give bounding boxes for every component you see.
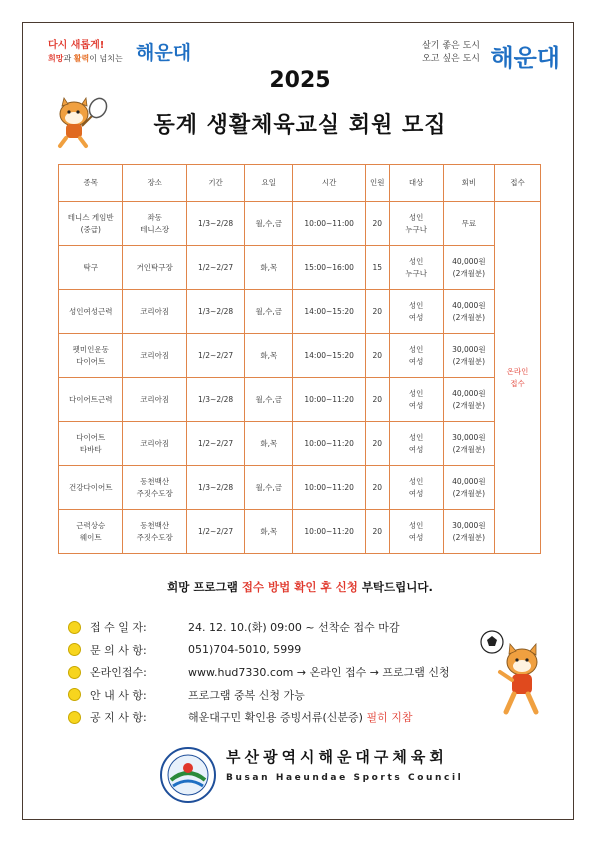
cell-event: 근력상승 웨이트 bbox=[59, 510, 123, 554]
table-row bbox=[59, 510, 541, 554]
haeundae-logo-left bbox=[48, 36, 192, 64]
smiley-bullet-icon bbox=[68, 621, 81, 634]
header-apply: 접수 bbox=[494, 165, 540, 202]
notice-line: 희망 프로그램 접수 방법 확인 후 신청 부탁드립니다. bbox=[167, 580, 433, 594]
cell-target: 성인 여성 bbox=[389, 290, 443, 334]
cell-days: 화,목 bbox=[245, 422, 293, 466]
cell-event: 펫미인운동 다이어트 bbox=[59, 334, 123, 378]
cell-period: 1/2~2/27 bbox=[186, 422, 244, 466]
cell-period: 1/3~2/28 bbox=[186, 202, 244, 246]
cell-place: 좌동 테니스장 bbox=[123, 202, 186, 246]
cell-days: 월,수,금 bbox=[245, 290, 293, 334]
cell-target: 성인 누구나 bbox=[389, 202, 443, 246]
table-row bbox=[59, 378, 541, 422]
info-row-date: 접 수 일 자: 24. 12. 10.(화) 09:00 ~ 선착순 접수 마감 bbox=[68, 616, 450, 639]
header-days: 요일 bbox=[245, 165, 293, 202]
cell-place: 코리아짐 bbox=[123, 290, 186, 334]
smiley-bullet-icon bbox=[68, 643, 81, 656]
cell-time: 15:00~16:00 bbox=[293, 246, 366, 290]
footer-org-korean: 부산광역시해운대구체육회 bbox=[226, 748, 448, 766]
info-row-online: 온라인접수: www.hud7330.com → 온라인 접수 → 프로그램 신청 bbox=[68, 661, 450, 684]
cell-time: 10:00~11:00 bbox=[293, 202, 366, 246]
cell-fee: 30,000원 (2개월분) bbox=[443, 422, 494, 466]
cell-capacity: 20 bbox=[365, 422, 389, 466]
cell-period: 1/2~2/27 bbox=[186, 510, 244, 554]
table-row bbox=[59, 334, 541, 378]
cell-place: 동천백산 주짓수도장 bbox=[123, 510, 186, 554]
cell-event: 성인여성근력 bbox=[59, 290, 123, 334]
cell-days: 화,목 bbox=[245, 510, 293, 554]
cell-fee: 40,000원 (2개월분) bbox=[443, 246, 494, 290]
table-row bbox=[59, 202, 541, 246]
header-fee: 회비 bbox=[443, 165, 494, 202]
table-row bbox=[59, 290, 541, 334]
smiley-bullet-icon bbox=[68, 711, 81, 724]
footer-org-english: Busan Haeundae Sports Council bbox=[226, 773, 464, 783]
page-title: 동계 생활체육교실 회원 모집 bbox=[153, 113, 447, 138]
table-header-row bbox=[59, 165, 541, 202]
header-period: 기간 bbox=[186, 165, 244, 202]
header-capacity: 인원 bbox=[365, 165, 389, 202]
cell-time: 14:00~15:20 bbox=[293, 290, 366, 334]
cell-fee: 40,000원 (2개월분) bbox=[443, 290, 494, 334]
cell-place: 코리아짐 bbox=[123, 378, 186, 422]
cell-place: 코리아짐 bbox=[123, 422, 186, 466]
cell-event: 테니스 게임반 (중급) bbox=[59, 202, 123, 246]
cell-target: 성인 여성 bbox=[389, 510, 443, 554]
cell-event: 탁구 bbox=[59, 246, 123, 290]
cell-apply-online: 온라인 접수 bbox=[494, 202, 540, 554]
cell-days: 화,목 bbox=[245, 246, 293, 290]
smiley-bullet-icon bbox=[68, 666, 81, 679]
cell-capacity: 20 bbox=[365, 290, 389, 334]
cell-days: 화,목 bbox=[245, 334, 293, 378]
cell-target: 성인 여성 bbox=[389, 378, 443, 422]
cell-place: 동천백산 주짓수도장 bbox=[123, 466, 186, 510]
cell-fee: 30,000원 (2개월분) bbox=[443, 334, 494, 378]
info-row-contact: 문 의 사 항: 051)704-5010, 5999 bbox=[68, 639, 450, 662]
table-row bbox=[59, 466, 541, 510]
cell-capacity: 15 bbox=[365, 246, 389, 290]
cell-target: 성인 여성 bbox=[389, 334, 443, 378]
header-time: 시간 bbox=[293, 165, 366, 202]
header-event: 종목 bbox=[59, 165, 123, 202]
cell-time: 10:00~11:20 bbox=[293, 510, 366, 554]
cell-days: 월,수,금 bbox=[245, 378, 293, 422]
header-target: 대상 bbox=[389, 165, 443, 202]
soccer-mascot-icon bbox=[478, 628, 550, 720]
cell-time: 10:00~11:20 bbox=[293, 466, 366, 510]
header-place: 장소 bbox=[123, 165, 186, 202]
logo-tagline-2: 희망과 활력이 넘치는 bbox=[48, 54, 123, 63]
cell-days: 월,수,금 bbox=[245, 466, 293, 510]
logo-brand-right: 해운대 bbox=[490, 44, 560, 72]
cell-target: 성인 누구나 bbox=[389, 246, 443, 290]
cell-event: 건강다이어트 bbox=[59, 466, 123, 510]
cell-place: 코리아짐 bbox=[123, 334, 186, 378]
cell-period: 1/3~2/28 bbox=[186, 378, 244, 422]
cell-period: 1/2~2/27 bbox=[186, 334, 244, 378]
info-list bbox=[68, 616, 450, 729]
logo-tagline-1: 다시 새롭게! bbox=[48, 40, 105, 51]
page-year: 2025 bbox=[269, 68, 331, 93]
cell-fee: 무료 bbox=[443, 202, 494, 246]
sports-council-emblem-icon bbox=[159, 746, 217, 804]
cell-time: 14:00~15:20 bbox=[293, 334, 366, 378]
cell-event: 다이어트 타바타 bbox=[59, 422, 123, 466]
cell-event: 다이어트근력 bbox=[59, 378, 123, 422]
table-row bbox=[59, 422, 541, 466]
logo-brand-left: 해운대 bbox=[136, 42, 192, 64]
cell-capacity: 20 bbox=[365, 334, 389, 378]
logo-slogan: 살기 좋은 도시 오고 싶은 도시 bbox=[422, 41, 480, 64]
cell-capacity: 20 bbox=[365, 202, 389, 246]
cell-place: 거인탁구장 bbox=[123, 246, 186, 290]
cell-fee: 40,000원 (2개월분) bbox=[443, 378, 494, 422]
cell-time: 10:00~11:20 bbox=[293, 378, 366, 422]
cell-period: 1/2~2/27 bbox=[186, 246, 244, 290]
cell-target: 성인 여성 bbox=[389, 466, 443, 510]
cell-time: 10:00~11:20 bbox=[293, 422, 366, 466]
schedule-table bbox=[58, 164, 541, 554]
cell-fee: 40,000원 (2개월분) bbox=[443, 466, 494, 510]
cell-capacity: 20 bbox=[365, 378, 389, 422]
cell-period: 1/3~2/28 bbox=[186, 466, 244, 510]
cell-capacity: 20 bbox=[365, 510, 389, 554]
cell-period: 1/3~2/28 bbox=[186, 290, 244, 334]
cell-capacity: 20 bbox=[365, 466, 389, 510]
info-row-guide: 안 내 사 항: 프로그램 중복 신청 가능 bbox=[68, 684, 450, 707]
cell-target: 성인 여성 bbox=[389, 422, 443, 466]
tennis-mascot-icon bbox=[52, 92, 110, 150]
table-row bbox=[59, 246, 541, 290]
smiley-bullet-icon bbox=[68, 688, 81, 701]
cell-days: 월,수,금 bbox=[245, 202, 293, 246]
cell-fee: 30,000원 (2개월분) bbox=[443, 510, 494, 554]
info-row-notice: 공 지 사 항: 해운대구민 확인용 증빙서류(신분증) 필히 지참 bbox=[68, 706, 450, 729]
